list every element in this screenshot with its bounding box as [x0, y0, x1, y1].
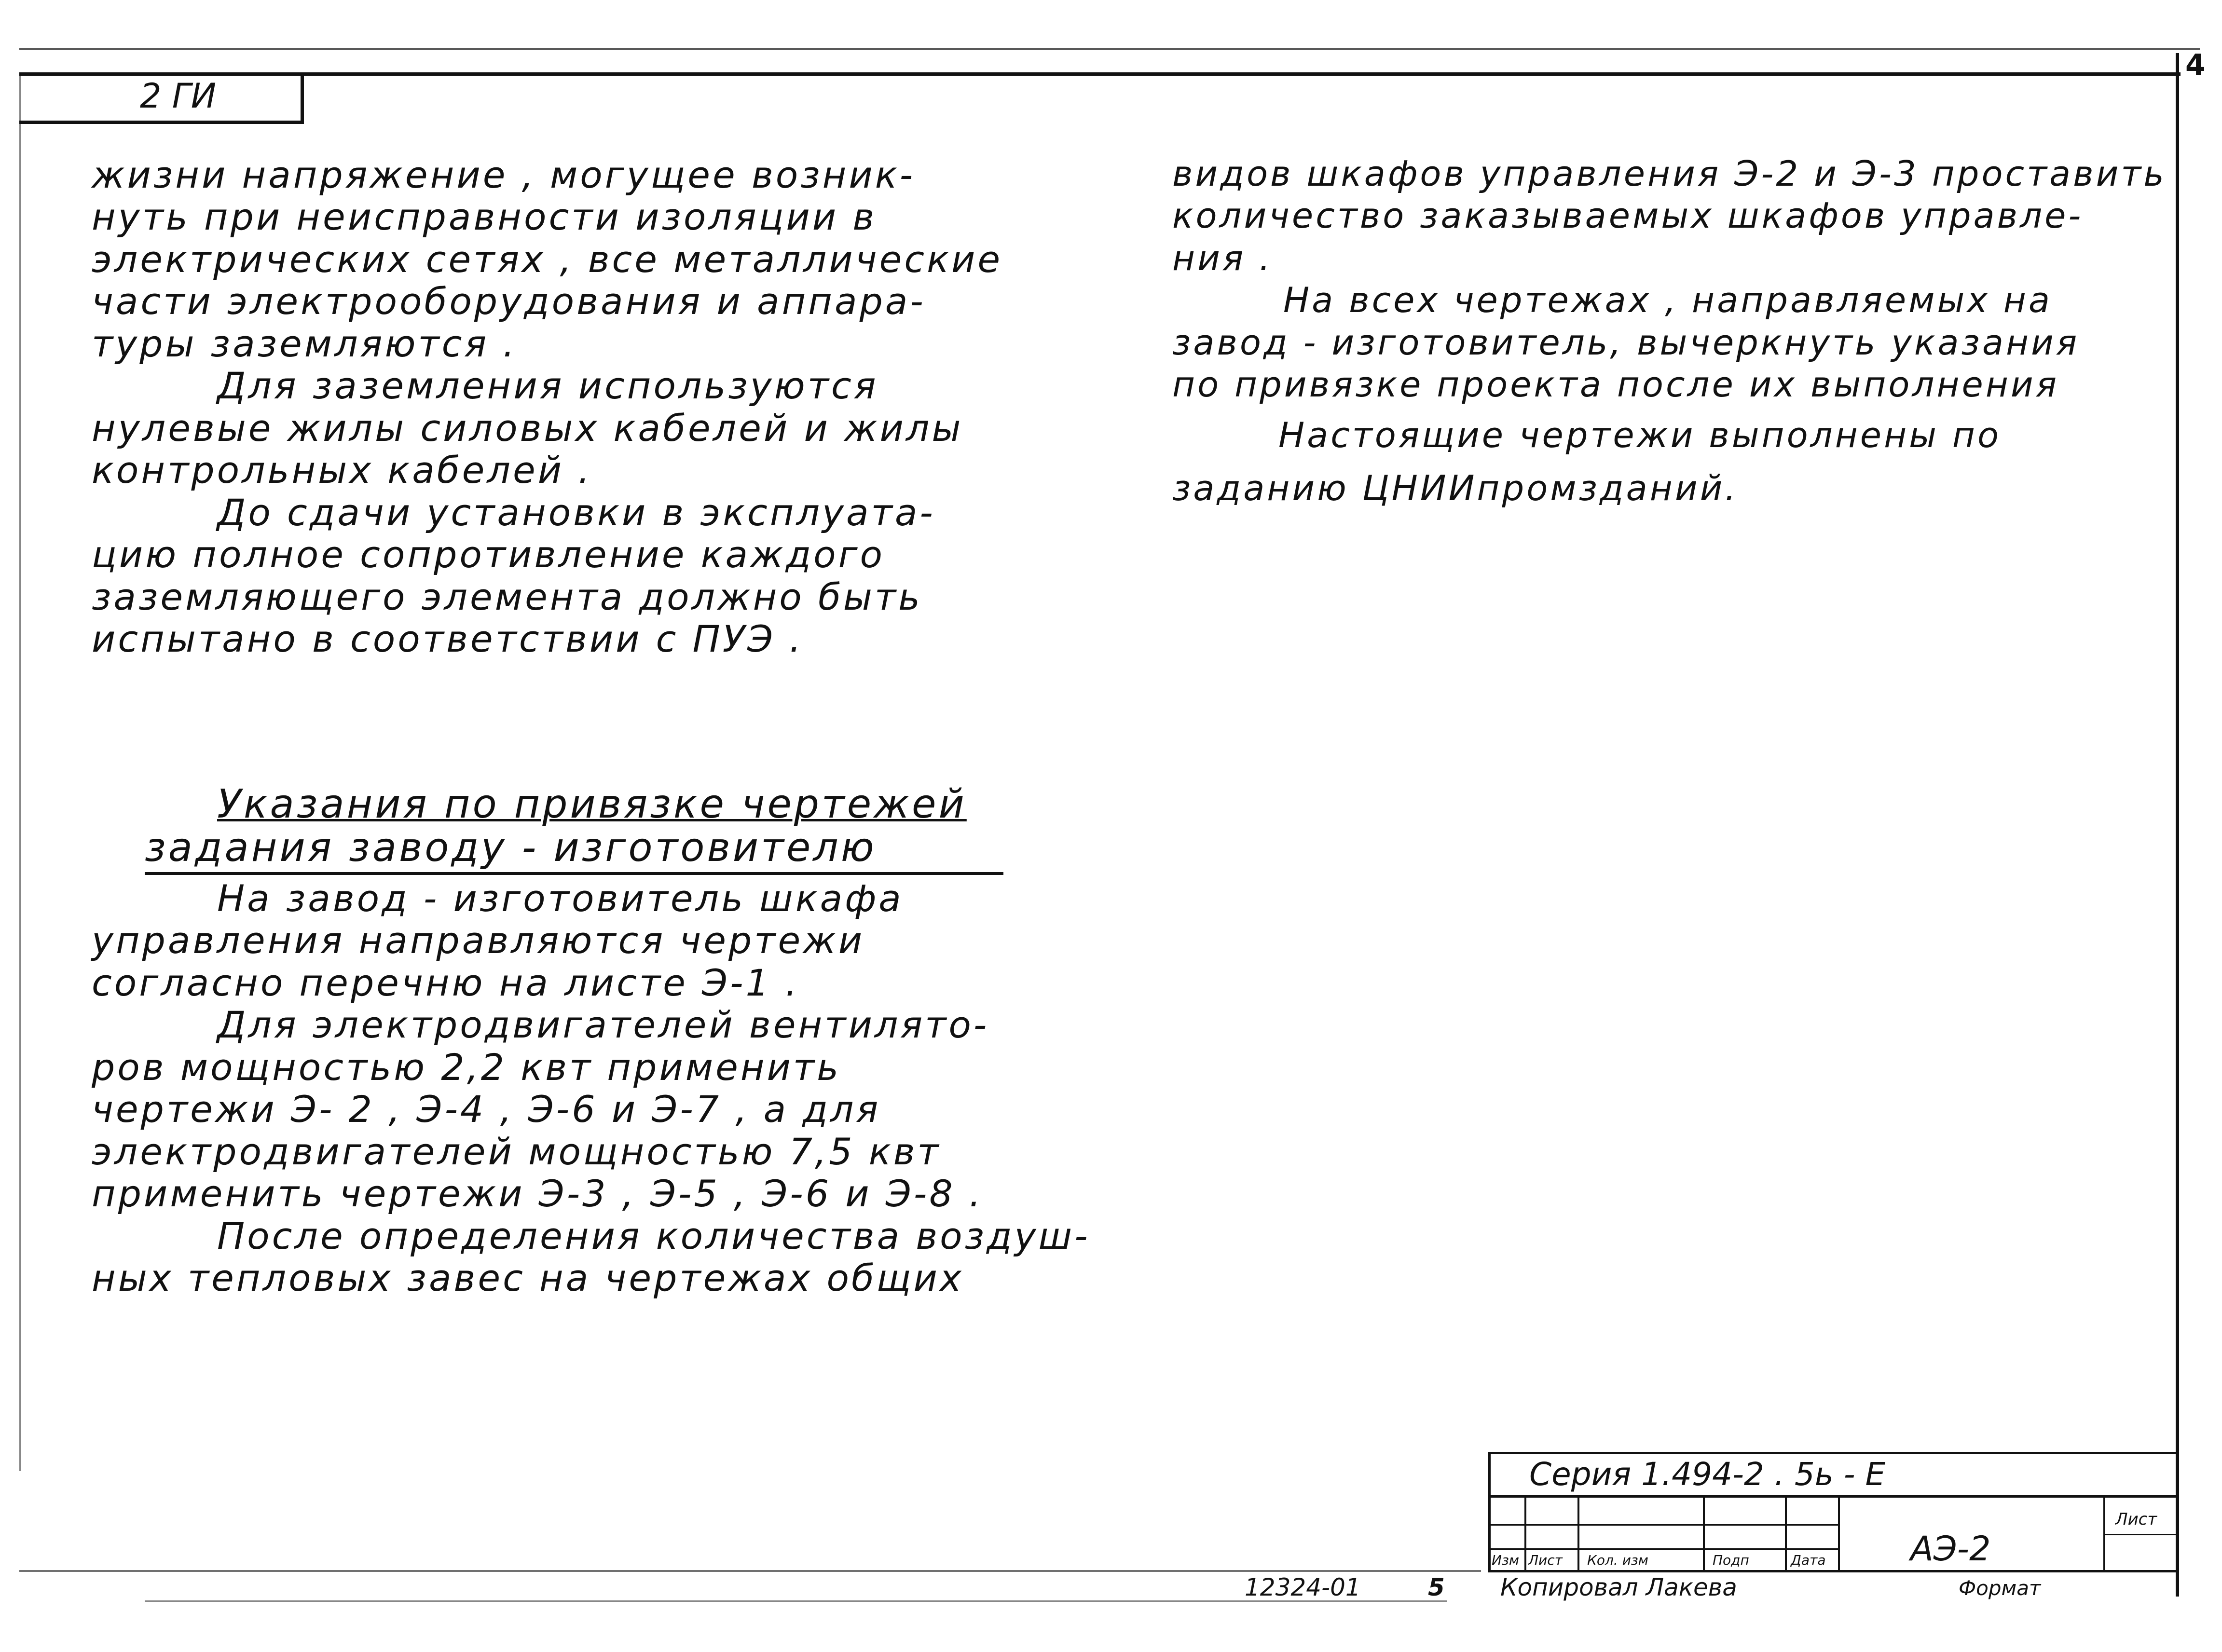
left-para3-line1: До сдачи установки в эксплуата-	[217, 491, 935, 534]
right-para3-line1: Настоящие чертежи выполнены по	[1278, 415, 2001, 455]
left-para5-line4: электродвигателей мощностью 7,5 квт	[92, 1130, 941, 1173]
section-heading-line2: задания заводу - изготовителю	[145, 825, 877, 871]
section-heading-line1: Указания по привязке чертежей	[217, 781, 967, 827]
left-border	[19, 72, 21, 1471]
top-border-inner	[19, 72, 2181, 76]
left-para1-line4: части электрооборудования и аппара-	[92, 280, 926, 323]
left-para5-line3: чертежи Э- 2 , Э-4 , Э-6 и Э-7 , а для	[92, 1088, 881, 1131]
left-para2-line2: нулевые жилы силовых кабелей и жилы	[92, 407, 963, 450]
corner-tab-label: 2 ГИ	[140, 76, 217, 116]
archive-number: 12324-01	[1245, 1573, 1361, 1601]
left-para5-line1: Для электродвигателей вентилято-	[217, 1003, 989, 1046]
left-para3-line3: заземляющего элемента должно быть	[92, 575, 922, 618]
revision-grid-vline-4	[1785, 1495, 1787, 1572]
right-para1-line1: видов шкафов управления Э-2 и Э-3 проставить	[1172, 153, 2167, 194]
series-label: Серия 1.494-2 . 5ь - Е	[1529, 1456, 1886, 1493]
section-heading-underline	[145, 872, 1003, 875]
right-para2-line2: завод - изготовитель, вычеркнуть указания	[1172, 322, 2080, 363]
sheet-label-divider	[2103, 1534, 2179, 1535]
bottom-border	[19, 1570, 1481, 1572]
col-data: Дата	[1791, 1552, 1826, 1568]
right-para2-line3: по привязке проекта после их выполнения	[1172, 364, 2059, 405]
revision-grid-vline-5	[1838, 1495, 1840, 1572]
col-kol-izm: Кол. изм	[1587, 1552, 1648, 1568]
col-list: Лист	[1528, 1552, 1563, 1568]
right-para1-line2: количество заказываемых шкафов управле-	[1172, 195, 2084, 236]
revision-grid-vline-3	[1703, 1495, 1705, 1572]
right-para1-line3: ния .	[1172, 238, 1273, 278]
revision-grid-vline-1	[1524, 1495, 1526, 1572]
revision-grid-hline-1	[1488, 1524, 1838, 1526]
format-label: Формат	[1959, 1576, 2041, 1600]
top-border	[19, 48, 2200, 50]
left-para1-line2: нуть при неисправности изоляции в	[92, 195, 877, 238]
left-para6-line2: ных тепловых завес на чертежах общих	[92, 1256, 964, 1299]
page-corner-number: 4	[2185, 48, 2206, 82]
left-para3-line4: испытано в соответствии с ПУЭ .	[92, 617, 804, 660]
left-para4-line2: управления направляются чертежи	[92, 919, 865, 962]
left-para2-line3: контрольных кабелей .	[92, 449, 592, 492]
left-para1-line1: жизни напряжение , могущее возник-	[92, 153, 916, 196]
left-para4-line3: согласно перечню на листе Э-1 .	[92, 961, 800, 1004]
left-para5-line5: применить чертежи Э-3 , Э-5 , Э-6 и Э-8 .	[92, 1172, 984, 1215]
left-para6-line1: После определения количества воздуш-	[217, 1215, 1090, 1257]
copied-by: Копировал Лакева	[1500, 1573, 1737, 1601]
right-para3-line2: заданию ЦНИИпромзданий.	[1172, 468, 1739, 508]
left-para3-line2: цию полное сопротивление каждого	[92, 533, 885, 576]
title-block-series-divider	[1488, 1495, 2179, 1498]
sheet-code: АЭ-2	[1910, 1529, 1991, 1569]
right-para2-line1: На всех чертежах , направляемых на	[1283, 280, 2053, 320]
right-border	[2176, 53, 2179, 1597]
left-para2-line1: Для заземления используются	[217, 364, 878, 407]
archive-suffix: 5	[1428, 1573, 1445, 1601]
left-para4-line1: На завод - изготовитель шкафа	[217, 877, 904, 920]
revision-grid-hline-2	[1488, 1548, 1838, 1550]
sheet-label: Лист	[2115, 1510, 2157, 1529]
left-para1-line3: электрических сетях , все металлические	[92, 238, 1003, 281]
left-para5-line2: ров мощностью 2,2 квт применить	[92, 1046, 841, 1089]
left-para1-line5: туры заземляются .	[92, 322, 517, 365]
col-podp: Подп	[1713, 1552, 1749, 1568]
col-izm: Изм	[1492, 1552, 1519, 1568]
revision-grid-vline-2	[1577, 1495, 1579, 1572]
